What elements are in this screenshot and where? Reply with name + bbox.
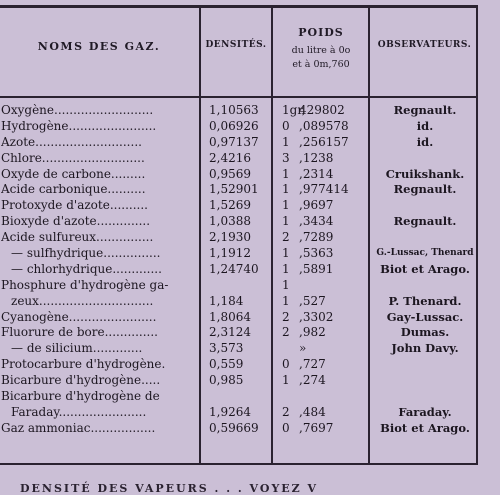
table-row [0,182,478,198]
table-row [0,421,478,437]
observer-name: id. [416,134,434,149]
gas-name: Protocarbure d'hydrogène. [1,357,166,372]
weight-integer: 1 [282,293,290,308]
observer-name: P. Thenard. [388,293,462,308]
header-weight-subtitle: et à 0m,760 [292,59,350,70]
density-value: 2,1930 [209,230,251,245]
weight-decimal: ,5363 [299,246,334,261]
weight-decimal: ,7289 [299,230,334,245]
density-value: 2,3124 [209,325,251,340]
density-value: 1,52901 [209,182,259,197]
density-value: 1,9264 [209,404,251,419]
header-densities: DENSITÉS. [205,40,267,50]
weight-integer: 2 [282,309,290,324]
top-rule [0,5,478,8]
gas-name: Cyanogène....................... [1,309,157,324]
observer-name: Regnault. [393,103,457,117]
table-body [0,103,478,437]
gas-name: Fluorure de bore.............. [1,325,158,340]
table-row [0,119,478,135]
gas-name: Acide carbonique.......... [1,182,146,197]
footer-text: DENSITÉ DES VAPEURS . . . VOYEZ V [20,482,319,495]
gas-name: Chlore........................... [1,150,145,165]
density-value: 0,59669 [209,420,259,435]
weight-integer: 1 [282,214,290,229]
observer-name: John Davy. [391,341,459,356]
gas-name: Gaz ammoniac................. [1,420,156,435]
density-value: 1,1912 [209,246,251,261]
density-value: 1,184 [209,293,244,308]
header-gas-names: NOMS DES GAZ. [37,40,161,53]
observer-name: Faraday. [398,404,452,419]
weight-decimal: ,1238 [299,150,334,165]
weight-integer: 0 [282,357,290,372]
header-rule [0,96,478,98]
table-row [0,373,478,389]
weight-decimal: ,2314 [299,166,334,181]
weight-decimal: ,982 [299,325,326,340]
density-value: 3,573 [209,341,244,356]
weight-integer: 1 [282,277,290,292]
gas-name: Azote............................ [1,134,142,149]
weight-integer: 1 [282,166,290,181]
table-row [0,151,478,167]
gas-name: Bicarbure d'hydrogène de [1,389,160,404]
density-value: 1,24740 [209,261,259,276]
weight-decimal: ,089578 [299,118,349,133]
weight-integer: 1 [282,373,290,388]
table-row [0,405,478,421]
weight-integer: 1gr, [282,103,306,117]
observer-name: Cruikshank. [385,166,465,181]
density-value: 1,5269 [209,198,251,213]
header-weight: POIDS [298,26,344,39]
weight-decimal: ,527 [299,293,326,308]
observer-name: Gay-Lussac. [386,309,464,324]
table-row [0,341,478,357]
observer-name: id. [416,118,434,133]
density-value: 2,4216 [209,150,251,165]
observer-name: Biot et Arago. [380,420,470,435]
table-row [0,325,478,341]
weight-integer: 2 [282,404,290,419]
table-row [0,167,478,183]
weight-integer: 1 [282,246,290,261]
observer-name: G.-Lussac, Thenard [376,248,474,259]
gas-name: Faraday....................... [11,404,147,419]
weight-decimal: ,7697 [299,420,334,435]
table-row [0,214,478,230]
table-row [0,357,478,373]
density-value: 0,9569 [209,166,251,181]
weight-decimal: ,977414 [299,182,349,197]
gas-name: zeux.............................. [11,293,154,308]
density-value: 1,10563 [209,103,259,117]
gas-name: Bicarbure d'hydrogène..... [1,373,161,388]
density-value: 0,985 [209,373,244,388]
weight-decimal: ,727 [299,357,326,372]
weight-integer: 2 [282,230,290,245]
table-row [0,198,478,214]
gas-name: — sulfhydrique............... [11,246,161,261]
weight-decimal: ,3434 [299,214,334,229]
observer-name: Biot et Arago. [380,261,470,276]
weight-decimal: 429802 [299,103,345,117]
gas-name: — chlorhydrique............. [11,261,162,276]
density-value: 1,8064 [209,309,251,324]
observer-name: Regnault. [393,182,457,197]
weight-integer: 3 [282,150,290,165]
weight-decimal: » [299,341,307,356]
density-value: 0,559 [209,357,244,372]
observer-name: Dumas. [400,325,450,340]
gas-name: Oxyde de carbone......... [1,166,146,181]
gas-name: Bioxyde d'azote.............. [1,214,151,229]
weight-decimal: ,256157 [299,134,349,149]
table-row [0,278,478,294]
weight-integer: 1 [282,182,290,197]
gas-name: Protoxyde d'azote.......... [1,198,148,213]
gas-name: Phosphure d'hydrogène ga- [1,277,169,292]
table-row [0,230,478,246]
table-row [0,246,478,262]
gas-name: Acide sulfureux............... [1,230,154,245]
header-observers: OBSERVATEURS. [377,40,472,50]
weight-integer: 1 [282,198,290,213]
table-row [0,310,478,326]
weight-integer: 2 [282,325,290,340]
weight-integer: 0 [282,118,290,133]
weight-integer: 0 [282,420,290,435]
header-weight-subtitle: du litre à 0o [291,45,351,56]
gas-name: Oxygène.......................... [1,103,154,117]
table-row [0,389,478,405]
bottom-rule [0,463,478,465]
weight-integer: 1 [282,261,290,276]
weight-integer: 1 [282,134,290,149]
table-row [0,135,478,151]
density-value: 0,06926 [209,118,259,133]
table-row [0,294,478,310]
weight-decimal: ,5891 [299,261,334,276]
observer-name: Regnault. [393,214,457,229]
table-row [0,262,478,278]
gas-name: Hydrogène....................... [1,118,157,133]
weight-decimal: ,274 [299,373,326,388]
gas-name: — de silicium............. [11,341,143,356]
density-value: 0,97137 [209,134,259,149]
weight-decimal: ,3302 [299,309,334,324]
density-value: 1,0388 [209,214,251,229]
weight-decimal: ,484 [299,404,326,419]
table-row [0,103,478,119]
weight-decimal: ,9697 [299,198,334,213]
